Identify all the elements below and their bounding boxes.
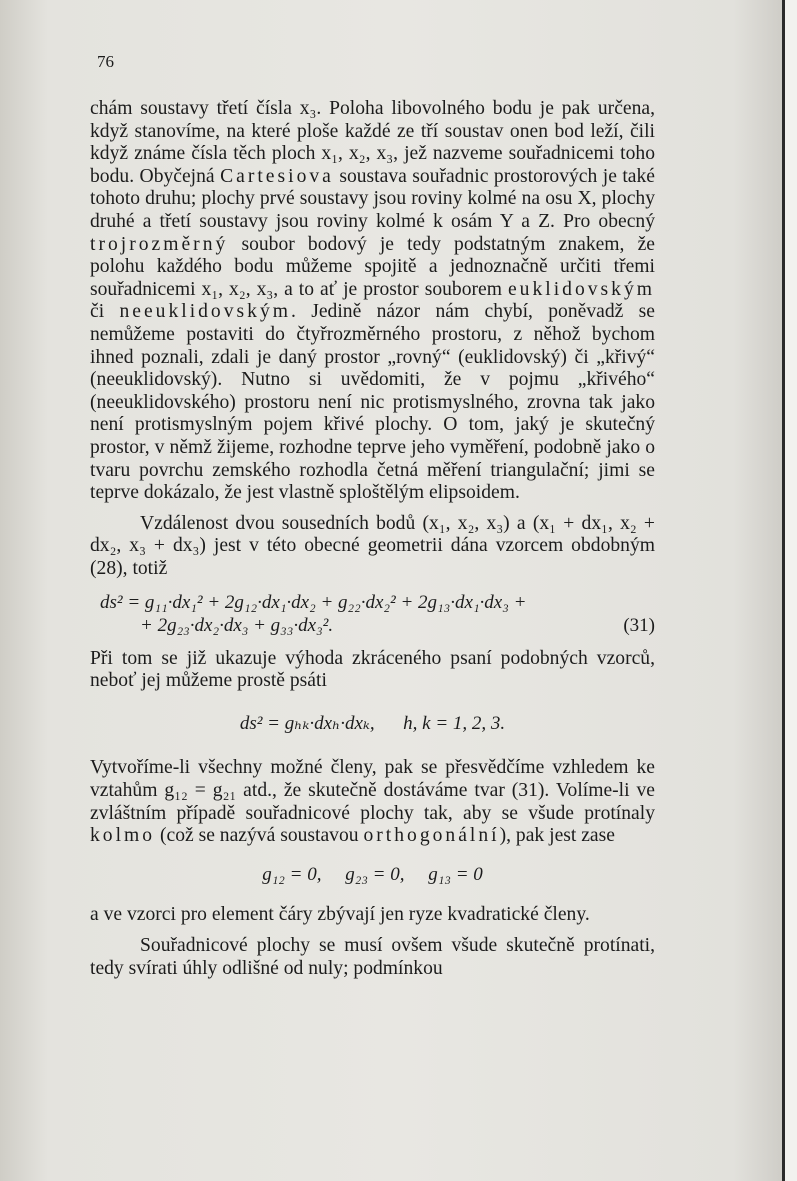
text-run: soubor bodový je tedy podstatným znakem, že polohu každého bodu můžeme spojitě a jednoznačně určiti třemi souřadnicemi x₁, x₂, x₃, a to ať je prostor souborem: [90, 233, 655, 300]
text-run: soustava souřadnic prostorových je také tohoto druhu; plochy prvé soustavy jsou roviny kolmé na osu X, plochy druhé a třetí soustavy jsou roviny kolmé k osám Y a Z. Pro obecný: [90, 165, 655, 232]
formula-31: [90, 592, 655, 637]
text-run: Vytvoříme-li všechny možné členy, pak se přesvědčíme vzhledem ke vztahům g₁₂ = g₂₁ atd., že skutečně dostáváme tvar (31). Volíme-li ve zvláštním případě souřadnicové plochy tak, aby se všude protínaly: [90, 757, 655, 824]
spaced-term: Cartesiova: [220, 165, 334, 187]
text-run: . Jedině názor nám chybí, poněvadž se nemůžeme postaviti do čtyřrozměrného prostoru, z něhož bychom ihned poznali, zdali je daný prostor „rovný“ (euklidovský) či „křivý“ (neeuklidovský). Nutno si uvědomiti, že v pojmu „křivého“ (neeuklidovského) prostoru není nic protismyslného, zrovna tak jako není protismyslným pojem křivé plochy. O tom, jaký je skutečný prostor, v němž žijeme, rozhodne teprve jeho vyměření, podobně jako o tvaru povrchu zemského rozhodla četná měření triangulační; jimi se teprve dokázalo, že jest vlastně sploštělým elipsoidem.: [90, 301, 655, 504]
spaced-term: trojrozměrný: [90, 233, 229, 255]
paragraph-3: Při tom se již ukazuje výhoda zkráceného psaní podobných vzorců, neboť jej můžeme prostě psáti: [90, 647, 655, 692]
equation-number: (31): [623, 615, 655, 637]
paragraph-2: Vzdálenost dvou sousedních bodů (x₁, x₂, x₃) a (x₁ + dx₁, x₂ + dx₂, x₃ + dx₃) jest v této obecné geometrii dána vzorcem obdobným (28), totiž: [90, 512, 655, 579]
formula-orthogonal: g₁₂ = 0, g₂₃ = 0, g₁₃ = 0: [262, 863, 483, 885]
body-text: [90, 98, 655, 980]
spaced-term: euklidovským: [507, 278, 655, 300]
paragraph-5: a ve vzorci pro element čáry zbývají jen ryze kvadratické členy.: [90, 904, 590, 926]
formula-31-line-1: ds² = g₁₁·dx₁² + 2g₁₂·dx₁·dx₂ + g₂₂·dx₂² + 2g₁₃·dx₁·dx₃ +: [100, 592, 527, 614]
page-edge-line: [782, 0, 785, 1181]
spaced-term: orthogonální: [363, 825, 500, 847]
paragraph-1: [90, 98, 655, 505]
spaced-term: kolmo: [90, 825, 156, 847]
text-run: či: [90, 301, 120, 323]
text-run: (což se nazývá soustavou: [155, 825, 364, 847]
formula-31-line-2: + 2g₂₃·dx₂·dx₃ + g₃₃·dx₃².: [140, 615, 334, 637]
spaced-term: neeuklidovským: [119, 301, 291, 323]
formula-short: ds² = gₕₖ·dxₕ·dxₖ, h, k = 1, 2, 3.: [239, 712, 506, 734]
paragraph-4: [90, 757, 655, 847]
page-number: 76: [97, 52, 114, 71]
page-edge: [785, 0, 797, 1181]
text-run: chám soustavy třetí čísla x₃. Poloha libovolného bodu je pak určena, když stanovíme, na které ploše každé ze tří soustav onen bod leží, čili když známe čísla těch ploch x₁, x₂, x₃, jež nazveme souřadnicemi toho bodu. Obyčejná: [90, 98, 655, 187]
text-run: ), pak jest zase: [499, 825, 615, 847]
paragraph-6: Souřadnicové plochy se musí ovšem všude skutečně protínati, tedy svírati úhly odlišné od nuly; podmínkou: [90, 935, 655, 979]
